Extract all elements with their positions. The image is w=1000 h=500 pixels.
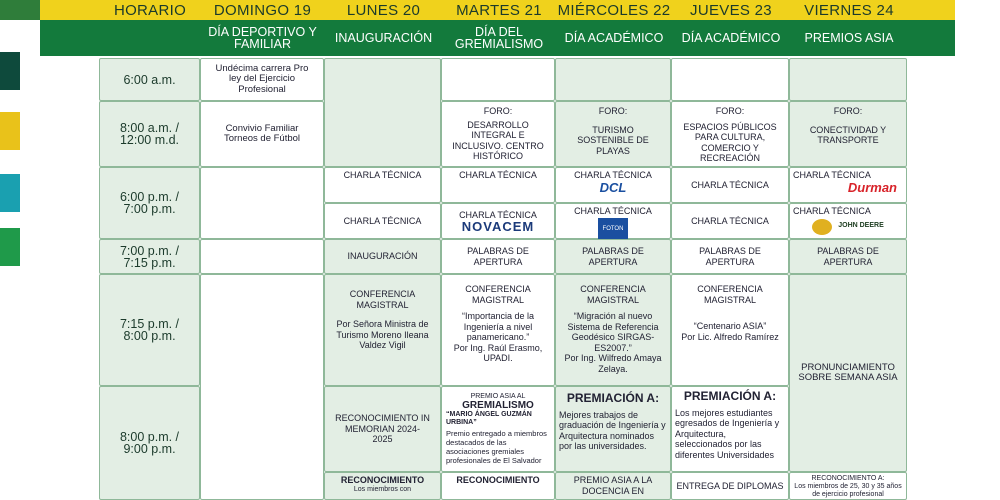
cell-miercoles-premiacion: PREMIACIÓN A: Mejores trabajos de graduación de Ingeniería y Arquitectura nominados por las universidades. [555, 386, 671, 472]
side-color-bar-yellow [0, 112, 20, 150]
cell-jueves-conferencia: CONFERENCIA MAGISTRAL “Centenario ASIA” Por Lic. Alfredo Ramírez [671, 274, 789, 386]
cell-miercoles-conferencia: CONFERENCIA MAGISTRAL “Migración al nuevo Sistema de Referencia Geodésico SIRGAS-ES2007.” Por Ing. Wilfredo Amaya Zelaya. [555, 274, 671, 386]
cell-lunes-conferencia: CONFERENCIA MAGISTRAL Por Señora Ministra de Turismo Moreno Ileana Valdez Vigil [324, 274, 441, 386]
seal-icon [812, 219, 832, 235]
cell-martes-charla-1: CHARLA TÉCNICA [441, 167, 555, 203]
col-header-martes: MARTES 21 [456, 1, 542, 19]
cell-lunes-memoriam: RECONOCIMIENTO IN MEMORIAN 2024-2025 [324, 386, 441, 472]
novacem-logo: NOVACEM [461, 218, 535, 234]
cell-viernes-palabras: PALABRAS DE APERTURA [789, 239, 907, 274]
cell-lunes-inauguracion: INAUGURACIÓN [324, 239, 441, 274]
col-header-miercoles: MIÉRCOLES 22 [557, 1, 671, 19]
cell-miercoles-foro: FORO: TURISMO SOSTENIBLE DE PLAYAS [555, 101, 671, 167]
cell-miercoles-charla-1: CHARLA TÉCNICA DCL [555, 167, 671, 203]
col-header-viernes: VIERNES 24 [804, 1, 894, 19]
theme-jueves: DÍA ACADÉMICO [681, 31, 781, 45]
cell-domingo-700pm [200, 239, 324, 274]
cell-viernes-pronunciamiento: PRONUNCIAMIENTO SOBRE SEMANA ASIA [789, 274, 907, 472]
cell-jueves-palabras: PALABRAS DE APERTURA [671, 239, 789, 274]
cell-martes-premio-gremialismo: PREMIO ASIA AL GREMIALISMO “MARIO ÁNGEL GUZMÁN URBINA” Premio entregado a miembros destacados de las asociaciones gremiales profesionales de El Salvador [441, 386, 555, 472]
cell-martes-conferencia: CONFERENCIA MAGISTRAL “Importancia de la Ingeniería a nivel panamericano.” Por Ing. Raúl Erasmo, UPADI. [441, 274, 555, 386]
foton-logo: FOTON [598, 218, 628, 240]
cell-viernes-reconocimiento: RECONOCIMIENTO A: Los miembros de 25, 30 y 35 años de ejercicio profesional [789, 472, 907, 500]
cell-martes-600am [441, 58, 555, 101]
cell-viernes-charla-1: CHARLA TÉCNICA Durman [789, 167, 907, 203]
cell-jueves-premiacion: PREMIACIÓN A: Los mejores estudiantes egresados de Ingeniería y Arquitectura, seleccionados por las diferentes Universidades [671, 386, 789, 472]
time-slot-600am: 6:00 a.m. [99, 58, 200, 101]
cell-jueves-diplomas: ENTREGA DE DIPLOMAS [671, 472, 789, 500]
cell-martes-foro: FORO: DESARROLLO INTEGRAL E INCLUSIVO. CENTRO HISTÓRICO [441, 101, 555, 167]
dcl-logo: DCL [599, 179, 627, 195]
time-slot-715pm: 7:15 p.m. / 8:00 p.m. [99, 274, 200, 386]
cell-martes-reconocimiento: RECONOCIMIENTO [441, 472, 555, 500]
john-deere-logo: JOHN DEERE [838, 222, 884, 230]
cell-viernes-600am [789, 58, 907, 101]
cell-viernes-charla-2: CHARLA TÉCNICA JOHN DEERE [789, 203, 907, 239]
time-slot-800am: 8:00 a.m. / 12:00 m.d. [99, 101, 200, 167]
cell-viernes-foro: FORO: CONECTIVIDAD Y TRANSPORTE [789, 101, 907, 167]
cell-jueves-charla-2: CHARLA TÉCNICA [671, 203, 789, 239]
side-color-bar-dark [0, 52, 20, 90]
sponsor-logos [812, 219, 884, 235]
cell-miercoles-premio-docencia: PREMIO ASIA A LA DOCENCIA EN [555, 472, 671, 500]
cell-martes-palabras: PALABRAS DE APERTURA [441, 239, 555, 274]
col-header-jueves: JUEVES 23 [690, 1, 772, 19]
cell-martes-charla-2: CHARLA TÉCNICA NOVACEM [441, 203, 555, 239]
durman-logo: Durman [847, 179, 897, 195]
col-header-horario: HORARIO [113, 1, 187, 19]
time-slot-600pm: 6:00 p.m. / 7:00 p.m. [99, 167, 200, 239]
theme-lunes: INAUGURACIÓN [334, 31, 433, 45]
cell-lunes-charla-2: CHARLA TÉCNICA [324, 203, 441, 239]
cell-domingo-800am: Convivio Familiar Torneos de Fútbol [200, 101, 324, 167]
cell-miercoles-600am [555, 58, 671, 101]
side-color-bar-teal [0, 174, 20, 212]
cell-lunes-600am [324, 58, 441, 167]
side-color-bar-green [0, 228, 20, 266]
cell-domingo-600am: Undécima carrera Pro ley del Ejercicio Profesional [200, 58, 324, 101]
cell-domingo-715pm [200, 274, 324, 500]
theme-domingo: DÍA DEPORTIVO Y FAMILIAR [208, 25, 317, 51]
col-header-domingo: DOMINGO 19 [213, 1, 312, 19]
cell-domingo-600pm [200, 167, 324, 239]
cell-jueves-foro: FORO: ESPACIOS PÚBLICOS PARA CULTURA, COMERCIO Y RECREACIÓN [671, 101, 789, 167]
cell-lunes-reconocimiento: RECONOCIMIENTO Los miembros con [324, 472, 441, 500]
header-photo-strip [0, 0, 40, 20]
theme-martes: DÍA DEL GREMIALISMO [454, 25, 544, 51]
time-slot-800pm: 8:00 p.m. / 9:00 p.m. [99, 386, 200, 500]
theme-viernes: PREMIOS ASIA [804, 31, 894, 45]
cell-miercoles-palabras: PALABRAS DE APERTURA [555, 239, 671, 274]
time-slot-700pm: 7:00 p.m. / 7:15 p.m. [99, 239, 200, 274]
cell-jueves-charla-1: CHARLA TÉCNICA [671, 167, 789, 203]
col-header-lunes: LUNES 20 [346, 1, 421, 19]
cell-miercoles-charla-2: CHARLA TÉCNICA FOTON [555, 203, 671, 239]
cell-lunes-charla-1: CHARLA TÉCNICA [324, 167, 441, 203]
theme-miercoles: DÍA ACADÉMICO [564, 31, 664, 45]
cell-jueves-600am [671, 58, 789, 101]
